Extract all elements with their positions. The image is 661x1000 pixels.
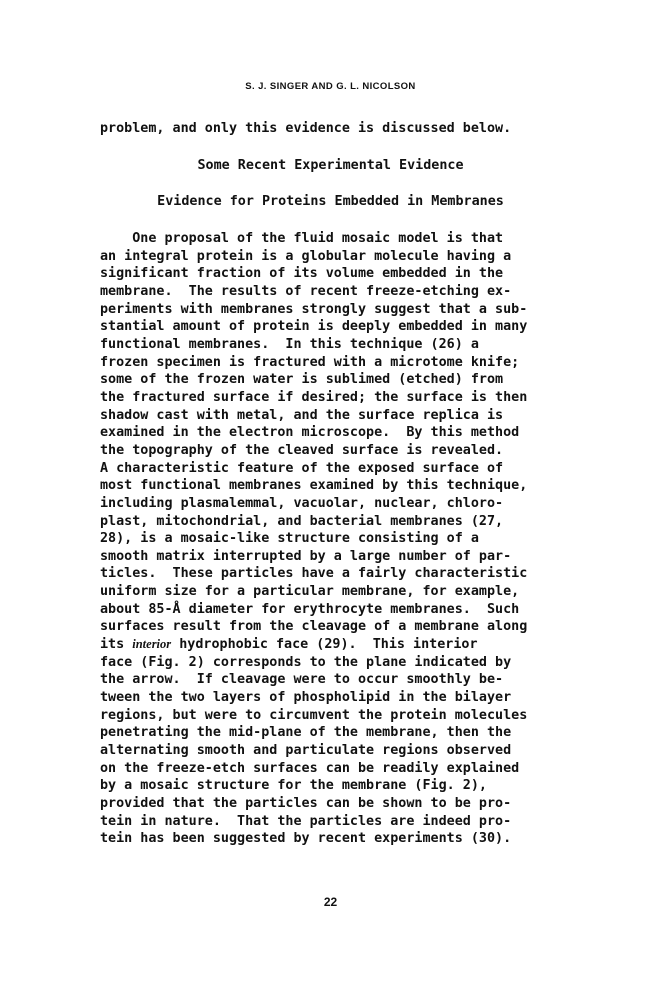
- paragraph-line: by a mosaic structure for the membrane (Fig. 2),: [100, 778, 487, 794]
- paragraph-line: uniform size for a particular membrane, for example,: [100, 584, 520, 600]
- paragraph-line: tein has been suggested by recent experiments (30).: [100, 831, 512, 847]
- page-number: 22: [323, 895, 338, 909]
- paragraph-line: A characteristic feature of the exposed surface of: [100, 460, 504, 476]
- paragraph-line: smooth matrix interrupted by a large number of par-: [100, 548, 512, 564]
- paragraph-line: alternating smooth and particulate regions observed: [100, 743, 512, 759]
- paragraph-line: on the freeze-etch surfaces can be readily explained: [100, 760, 520, 776]
- subsection-heading: Evidence for Proteins Embedded in Membranes: [157, 194, 504, 209]
- paragraph-line: functional membranes. In this technique (26) a: [100, 336, 479, 352]
- paragraph-line: membrane. The results of recent freeze-etching ex-: [100, 283, 512, 299]
- section-heading: Some Recent Experimental Evidence: [197, 158, 464, 173]
- paragraph-line: provided that the particles can be shown to be pro-: [100, 796, 512, 811]
- line-rest: hydrophobic face (29). This interior: [171, 637, 478, 653]
- paragraph-line: tween the two layers of phospholipid in the bilayer: [100, 690, 512, 706]
- paragraph-line: 28), is a mosaic-like structure consisting of a: [100, 531, 479, 547]
- paragraph-line: some of the frozen water is sublimed (etched) from: [100, 372, 504, 388]
- paragraph-line: significant fraction of its volume embedded in the: [100, 266, 504, 282]
- paragraph-line: the topography of the cleaved surface is revealed.: [100, 442, 504, 458]
- paragraph-line: including plasmalemmal, vacuolar, nuclear, chloro-: [100, 495, 504, 511]
- paragraph-line: plast, mitochondrial, and bacterial membranes (27,: [100, 513, 504, 529]
- paragraph-line: tein in nature. That the particles are indeed pro-: [100, 813, 512, 829]
- continuation-line: problem, and only this evidence is discussed below.: [100, 121, 512, 136]
- paragraph-line: regions, but were to circumvent the protein molecules: [100, 707, 528, 723]
- running-head: S. J. SINGER AND G. L. NICOLSON: [245, 81, 416, 92]
- paragraph-line: about 85-Å diameter for erythrocyte membranes. Such: [100, 601, 520, 617]
- paragraph-line: stantial amount of protein is deeply embedded in many: [100, 319, 528, 335]
- paragraph-line-mixed: [100, 636, 590, 654]
- paragraph-line: the fractured surface if desired; the surface is then: [100, 389, 528, 405]
- paragraph-line: periments with membranes strongly suggest that a sub-: [100, 301, 528, 317]
- paragraph-line: One proposal of the fluid mosaic model is that: [100, 231, 504, 246]
- paragraph-line: penetrating the mid-plane of the membrane, then the: [100, 725, 512, 741]
- paragraph-line: face (Fig. 2) corresponds to the plane indicated by: [100, 654, 512, 670]
- italic-term: interior: [132, 637, 172, 652]
- paragraph-line: frozen specimen is fractured with a microtome knife;: [100, 354, 520, 370]
- paragraph-line: surfaces result from the cleavage of a membrane along: [100, 619, 528, 635]
- paragraph-line: most functional membranes examined by this technique,: [100, 478, 528, 494]
- line-start: its: [100, 637, 133, 653]
- paragraph-line: examined in the electron microscope. By this method: [100, 425, 520, 441]
- paragraph-line: ticles. These particles have a fairly characteristic: [100, 566, 528, 582]
- body-paragraph: [100, 230, 590, 848]
- paragraph-line: the arrow. If cleavage were to occur smoothly be-: [100, 672, 504, 688]
- paragraph-line: shadow cast with metal, and the surface replica is: [100, 407, 504, 423]
- paragraph-line: an integral protein is a globular molecule having a: [100, 248, 512, 264]
